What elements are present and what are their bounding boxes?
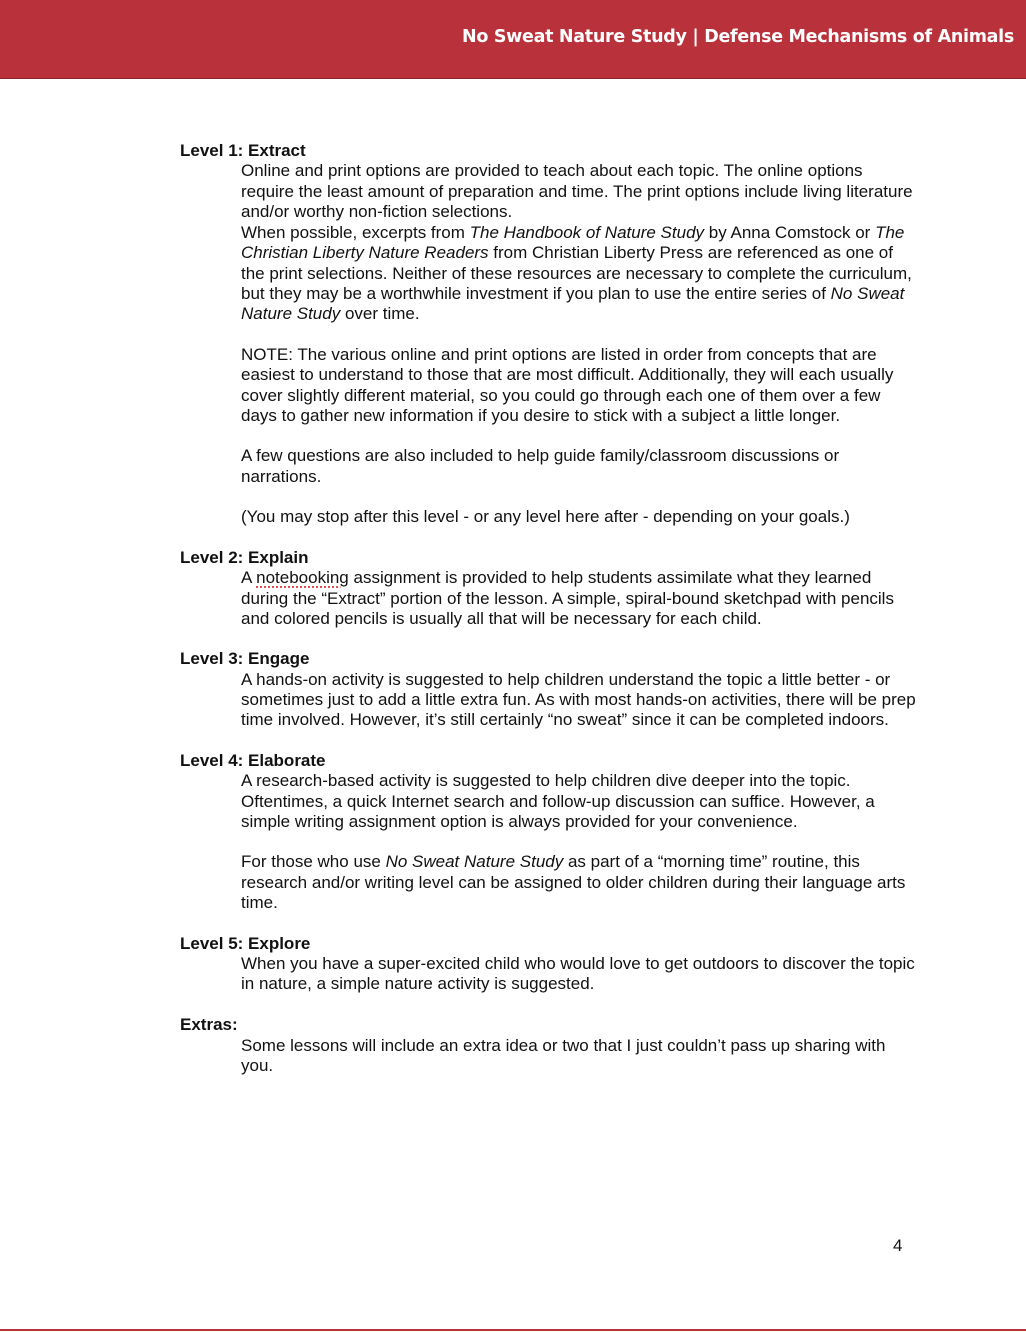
book-title: No Sweat Nature Study <box>385 852 564 872</box>
bottom-divider <box>0 1329 1026 1331</box>
section-heading: Level 4: Elaborate <box>180 750 326 770</box>
paragraph: (You may stop after this level - or any level here after - depending on your goals.) <box>241 507 850 527</box>
paragraph: When you have a super-excited child who would love to get outdoors to discover the topic in nature, a simple nature activity is suggested. <box>241 953 915 994</box>
note-paragraph: NOTE: The various online and print options are listed in order from concepts that are easiest to understand to those that are most difficult. Additionally, they will each usually cover slightly different material, so you could go through each one of them over a few days to gather new information if you desire to stick with a subject a little longer. <box>241 344 894 425</box>
paragraph: A research-based activity is suggested to help children dive deeper into the topic. Oftentimes, a quick Internet search and follow-up discussion can suffice. However, a simple writing assignment option is always provided for your convenience. <box>241 771 875 831</box>
book-title: The Christian Liberty Nature Readers <box>241 223 905 263</box>
paragraph: When possible, excerpts from The Handbook of Nature Study by Anna Comstock or The Christian Liberty Nature Readers from Christian Liberty Press are referenced as one of the print selections. Neither of these resources are necessary to complete the curriculum, but they may be a worthwhile investment if you plan to use the entire series of No Sweat Nature Study over time. <box>241 223 912 324</box>
section-level-5 <box>180 934 920 995</box>
paragraph: For those who use No Sweat Nature Study as part of a “morning time” routine, this research and/or writing level can be assigned to older children during their language arts time. <box>241 852 906 912</box>
section-level-1 <box>180 141 920 528</box>
spellcheck-word: notebooking <box>256 568 349 588</box>
section-heading: Level 3: Engage <box>180 649 310 669</box>
book-title: No Sweat Nature Study <box>241 284 905 324</box>
section-heading: Level 2: Explain <box>180 547 309 567</box>
section-level-3 <box>180 649 920 730</box>
paragraph: Online and print options are provided to teach about each topic. The online options require the least amount of preparation and time. The print options include living literature and/or worthy non-fiction selections. <box>241 161 913 221</box>
header-title: No Sweat Nature Study | Defense Mechanisms of Animals <box>461 27 1014 47</box>
paragraph: Some lessons will include an extra idea or two that I just couldn’t pass up sharing with you. <box>241 1036 886 1076</box>
paragraph: A hands-on activity is suggested to help children understand the topic a little better - or sometimes just to add a little extra fun. As with most hands-on activities, there will be prep time involved. However, it’s still certainly “no sweat” since it can be completed indoors. <box>241 669 916 730</box>
section-heading: Extras: <box>180 1014 238 1034</box>
paragraph: A few questions are also included to help guide family/classroom discussions or narrations. <box>241 446 840 486</box>
section-heading: Level 5: Explore <box>180 933 311 953</box>
page-number: 4 <box>893 1236 903 1255</box>
document-body <box>180 141 920 1097</box>
book-title: The Handbook of Nature Study <box>469 223 705 243</box>
section-extras <box>180 1015 920 1077</box>
section-level-2 <box>180 548 920 629</box>
section-level-4 <box>180 751 920 913</box>
paragraph: A notebooking assignment is provided to help students assimilate what they learned during the “Extract” portion of the lesson. A simple, spiral-bound sketchpad with pencils and colored pencils is usually all that will be necessary for each child. <box>241 568 894 628</box>
section-heading: Level 1: Extract <box>180 141 306 160</box>
page-header-bar <box>0 0 1026 79</box>
